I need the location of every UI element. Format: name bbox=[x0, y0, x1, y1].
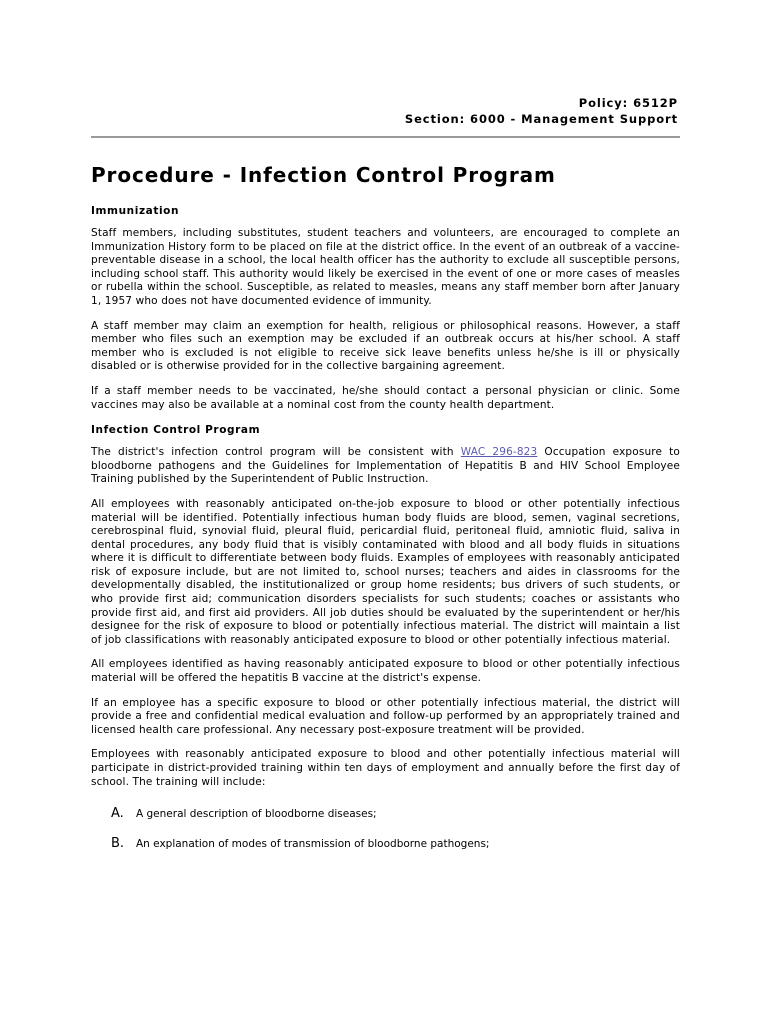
wac-link[interactable]: WAC 296-823 bbox=[460, 446, 538, 459]
section-heading-infection-control: Infection Control Program bbox=[91, 424, 261, 437]
infection-control-paragraph-5: Employees with reasonably anticipated exposure to blood and other potentially infectious material will participate in district-provided training within ten days of employment and annually before the first day of school. The training will include: bbox=[91, 748, 680, 788]
page-title: Procedure - Infection Control Program bbox=[91, 163, 556, 187]
immunization-paragraph-3: If a staff member needs to be vaccinated, he/she should contact a personal physician or clinic. Some vaccines may also be available at a nominal cost from the county health department. bbox=[91, 384, 680, 411]
infection-control-paragraph-2: All employees with reasonably anticipated on-the-job exposure to blood or other potentially infectious material will be identified. Potentially infectious human body fluids are blood, semen, vaginal secretions, cerebrospinal fluid, synovial fluid, pleural fluid, pericardial fluid, peritoneal fluid, amniotic fluid, saliva in dental procedures, any body fluid that is visibly contaminated with blood and all body fluids in situations where it is difficult to differentiate between body fluids. Examples of employees with reasonably anticipated risk of exposure include, but are not limited to, school nurses; teachers and aides in classrooms for the developmentally disabled, the institutionalized or group home residents; bus drivers of such students, or who provide first aid; communication disorders specialists for such students; coaches or assistants who provide first aid, and first aid providers. All job duties should be evaluated by the superintendent or her/his designee for the risk of exposure to blood or potentially infectious material. The district will maintain a list of job classifications with reasonably anticipated exposure to blood or other potentially infectious material. bbox=[91, 497, 680, 646]
section-heading-immunization: Immunization bbox=[91, 205, 180, 217]
list-item bbox=[91, 807, 680, 821]
infection-control-paragraph-4: If an employee has a specific exposure to blood or other potentially infectious material, the district will provide a free and confidential medical evaluation and follow-up performed by an appropriately trained and licensed health care professional. Any necessary post-exposure treatment will be provided. bbox=[91, 696, 680, 736]
immunization-paragraph-1: Staff members, including substitutes, student teachers and volunteers, are encouraged to complete an Immunization History form to be placed on file at the district office. In the event of an outbreak of a vaccine-preventable disease in a school, the local health officer has the authority to exclude all susceptible persons, including school staff. This authority would likely be exercised in the event of one or more cases of measles or rubella within the school. Susceptible, as related to measles, means any staff member born after January 1, 1957 who does not have documented evidence of immunity. bbox=[91, 227, 680, 307]
list-item-text: An explanation of modes of transmission of bloodborne pathogens; bbox=[136, 838, 490, 851]
paragraph-text: The district's infection control program will be consistent with bbox=[91, 446, 461, 459]
infection-control-paragraph-3: All employees identified as having reasonably anticipated exposure to blood or other potentially infectious material will be offered the hepatitis B vaccine at the district's expense. bbox=[91, 658, 680, 685]
document-body bbox=[91, 162, 680, 867]
list-marker: A. bbox=[111, 806, 124, 822]
training-list bbox=[91, 807, 680, 851]
header-divider bbox=[91, 136, 680, 138]
list-item-text: A general description of bloodborne diseases; bbox=[136, 808, 377, 821]
policy-number: Policy: 6512P bbox=[578, 96, 678, 110]
infection-control-paragraph-1 bbox=[91, 446, 680, 487]
paragraph-text: Occupation exposure to bloodborne pathogens and the Guidelines for Implementation of Hepatitis B and HIV School Employee Training published by the Superintendent of Public Instruction. bbox=[91, 446, 680, 486]
immunization-paragraph-2: A staff member may claim an exemption for health, religious or philosophical reasons. However, a staff member who files such an exemption may be excluded if an outbreak occurs at his/her school. A staff member who is excluded is not eligible to receive sick leave benefits unless he/she is ill or physically disabled or is otherwise provided for in the collective bargaining agreement. bbox=[91, 319, 680, 373]
policy-section: Section: 6000 - Management Support bbox=[404, 112, 678, 126]
policy-header bbox=[405, 95, 678, 127]
list-marker: B. bbox=[111, 836, 125, 852]
list-item bbox=[91, 837, 680, 851]
